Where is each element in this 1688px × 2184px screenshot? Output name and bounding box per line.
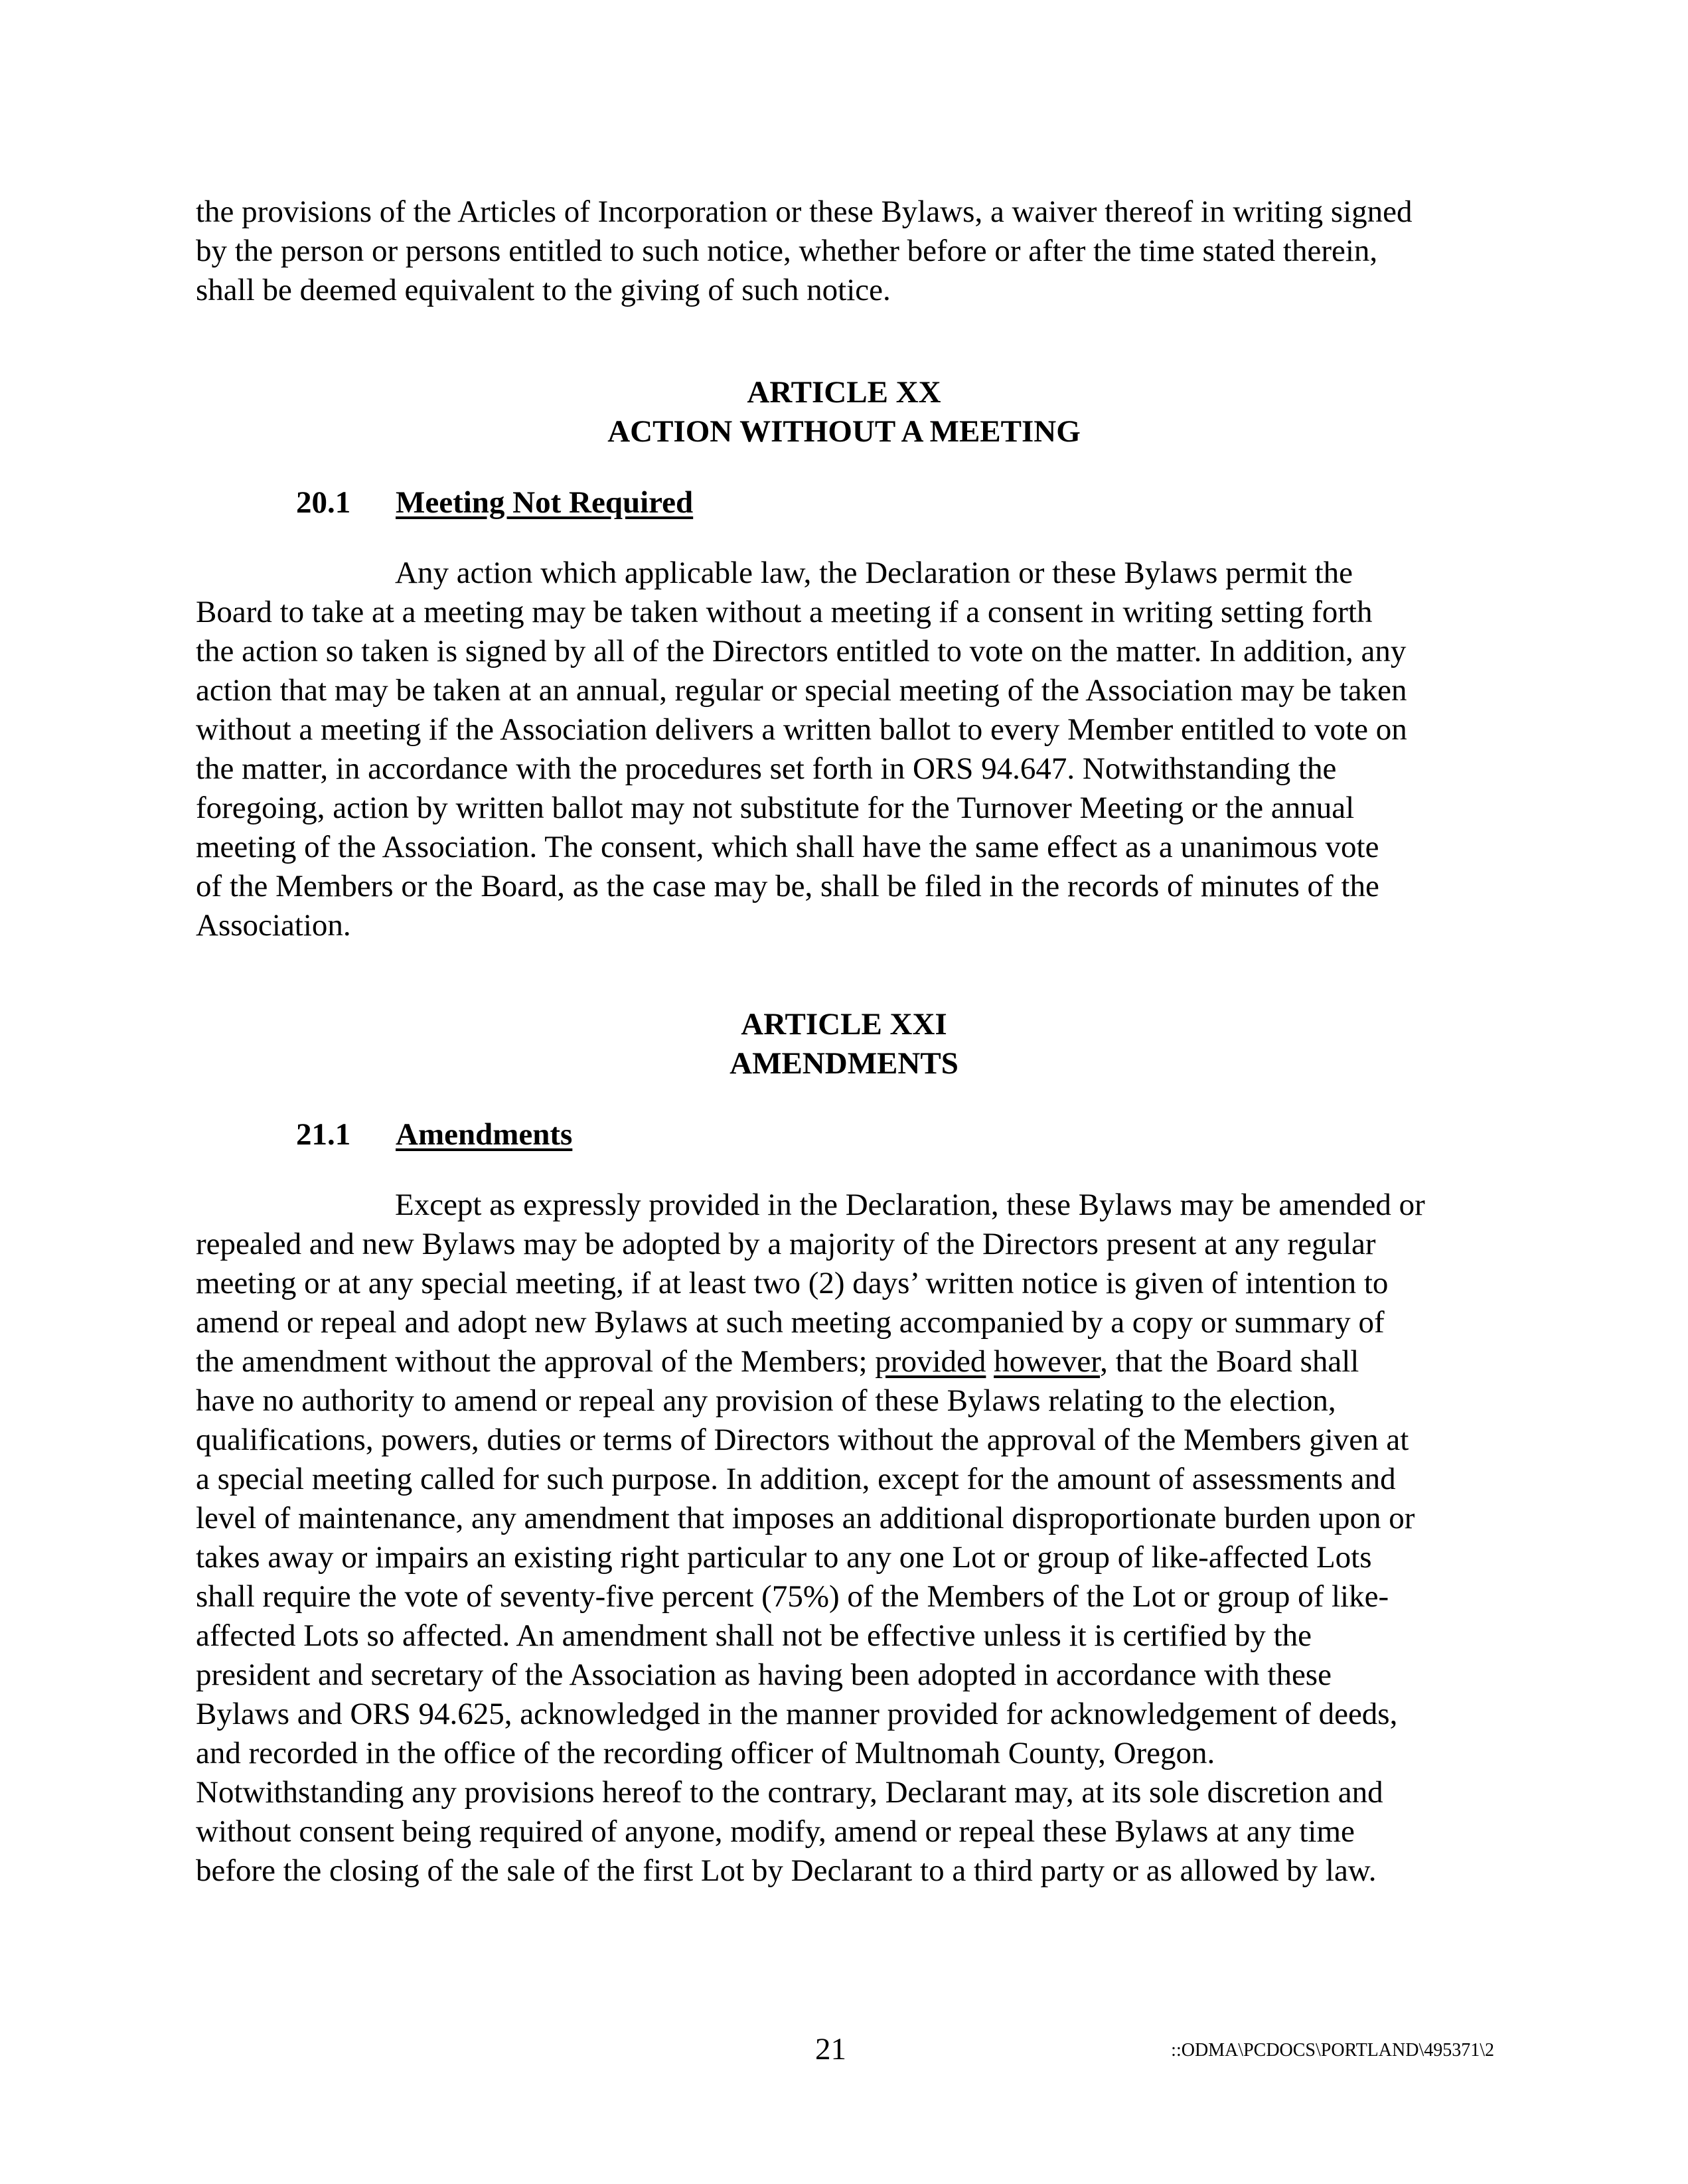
section-number: 21.1 (296, 1117, 351, 1152)
section-20-1-heading (296, 483, 693, 522)
body-line: have no authority to amend or repeal any provision of these Bylaws relating to the election, (196, 1383, 1336, 1418)
intro-paragraph (196, 193, 1497, 310)
body-line: the action so taken is signed by all of the Directors entitled to vote on the matter. In addition, any (196, 634, 1407, 668)
body-line: level of maintenance, any amendment that imposes an additional disproportionate burden upon or (196, 1501, 1415, 1535)
body-line: and recorded in the office of the recording officer of Multnomah County, Oregon. (196, 1736, 1215, 1770)
body-line: Bylaws and ORS 94.625, acknowledged in the manner provided for acknowledgement of deeds, (196, 1697, 1398, 1731)
body-line: president and secretary of the Association as having been adopted in accordance with these (196, 1658, 1332, 1692)
body-line: a special meeting called for such purpose. In addition, except for the amount of assessments and (196, 1462, 1396, 1496)
body-line: repealed and new Bylaws may be adopted by a majority of the Directors present at any regular (196, 1227, 1376, 1261)
body-line: qualifications, powers, duties or terms of Directors without the approval of the Members given at (196, 1423, 1409, 1457)
intro-line: the provisions of the Articles of Incorporation or these Bylaws, a waiver thereof in writing signed (196, 195, 1413, 229)
body-line: foregoing, action by written ballot may not substitute for the Turnover Meeting or the annual (196, 791, 1355, 825)
intro-line: shall be deemed equivalent to the giving of such notice. (196, 273, 891, 307)
body-line: Except as expressly provided in the Declaration, these Bylaws may be amended or (395, 1188, 1425, 1222)
section-title: Amendments (396, 1117, 573, 1152)
article-20-title: ACTION WITHOUT A MEETING (607, 414, 1081, 449)
section-number: 20.1 (296, 485, 351, 520)
underlined-term-provided: provided (875, 1344, 986, 1379)
section-21-1-body (196, 1186, 1497, 1891)
section-title: Meeting Not Required (396, 485, 694, 520)
body-line: meeting of the Association. The consent, which shall have the same effect as a unanimous vote (196, 830, 1379, 864)
section-20-1-body (196, 554, 1497, 945)
body-line: amend or repeal and adopt new Bylaws at such meeting accompanied by a copy or summary of (196, 1305, 1385, 1340)
document-id: ::ODMA\PCDOCS\PORTLAND\495371\2 (1171, 2040, 1494, 2061)
intro-line: by the person or persons entitled to such notice, whether before or after the time stated therein, (196, 234, 1378, 268)
body-line: the matter, in accordance with the procedures set forth in ORS 94.647. Notwithstanding the (196, 751, 1337, 786)
body-line: Any action which applicable law, the Declaration or these Bylaws permit the (395, 556, 1353, 590)
body-line: Notwithstanding any provisions hereof to the contrary, Declarant may, at its sole discretion and (196, 1775, 1383, 1810)
body-line-provided-however (196, 1342, 1497, 1381)
body-line: shall require the vote of seventy-five percent (75%) of the Members of the Lot or group of like- (196, 1579, 1389, 1614)
page-number: 21 (815, 2032, 846, 2067)
body-line: affected Lots so affected. An amendment shall not be effective unless it is certified by the (196, 1618, 1312, 1653)
article-21-label: ARTICLE XXI (741, 1007, 947, 1042)
body-line: of the Members or the Board, as the case may be, shall be filed in the records of minutes of the (196, 869, 1379, 903)
article-21-title: AMENDMENTS (729, 1046, 959, 1081)
text-run: the amendment without the approval of the Members; (196, 1344, 876, 1379)
body-line: Association. (196, 908, 351, 943)
body-line: takes away or impairs an existing right particular to any one Lot or group of like-affected Lots (196, 1540, 1372, 1575)
text-run: , that the Board shall (1100, 1344, 1359, 1379)
body-line: action that may be taken at an annual, regular or special meeting of the Association may be taken (196, 673, 1407, 708)
body-line: without a meeting if the Association delivers a written ballot to every Member entitled to vote on (196, 712, 1407, 747)
article-20-label: ARTICLE XX (747, 375, 941, 410)
body-line: before the closing of the sale of the first Lot by Declarant to a third party or as allowed by law. (196, 1853, 1377, 1888)
body-line: meeting or at any special meeting, if at least two (2) days’ written notice is given of intention to (196, 1266, 1389, 1300)
body-line: without consent being required of anyone, modify, amend or repeal these Bylaws at any time (196, 1814, 1355, 1849)
underlined-term-however: however (994, 1344, 1101, 1379)
body-line: Board to take at a meeting may be taken without a meeting if a consent in writing setting forth (196, 595, 1373, 629)
section-21-1-heading (296, 1115, 572, 1154)
text-run (986, 1344, 994, 1379)
